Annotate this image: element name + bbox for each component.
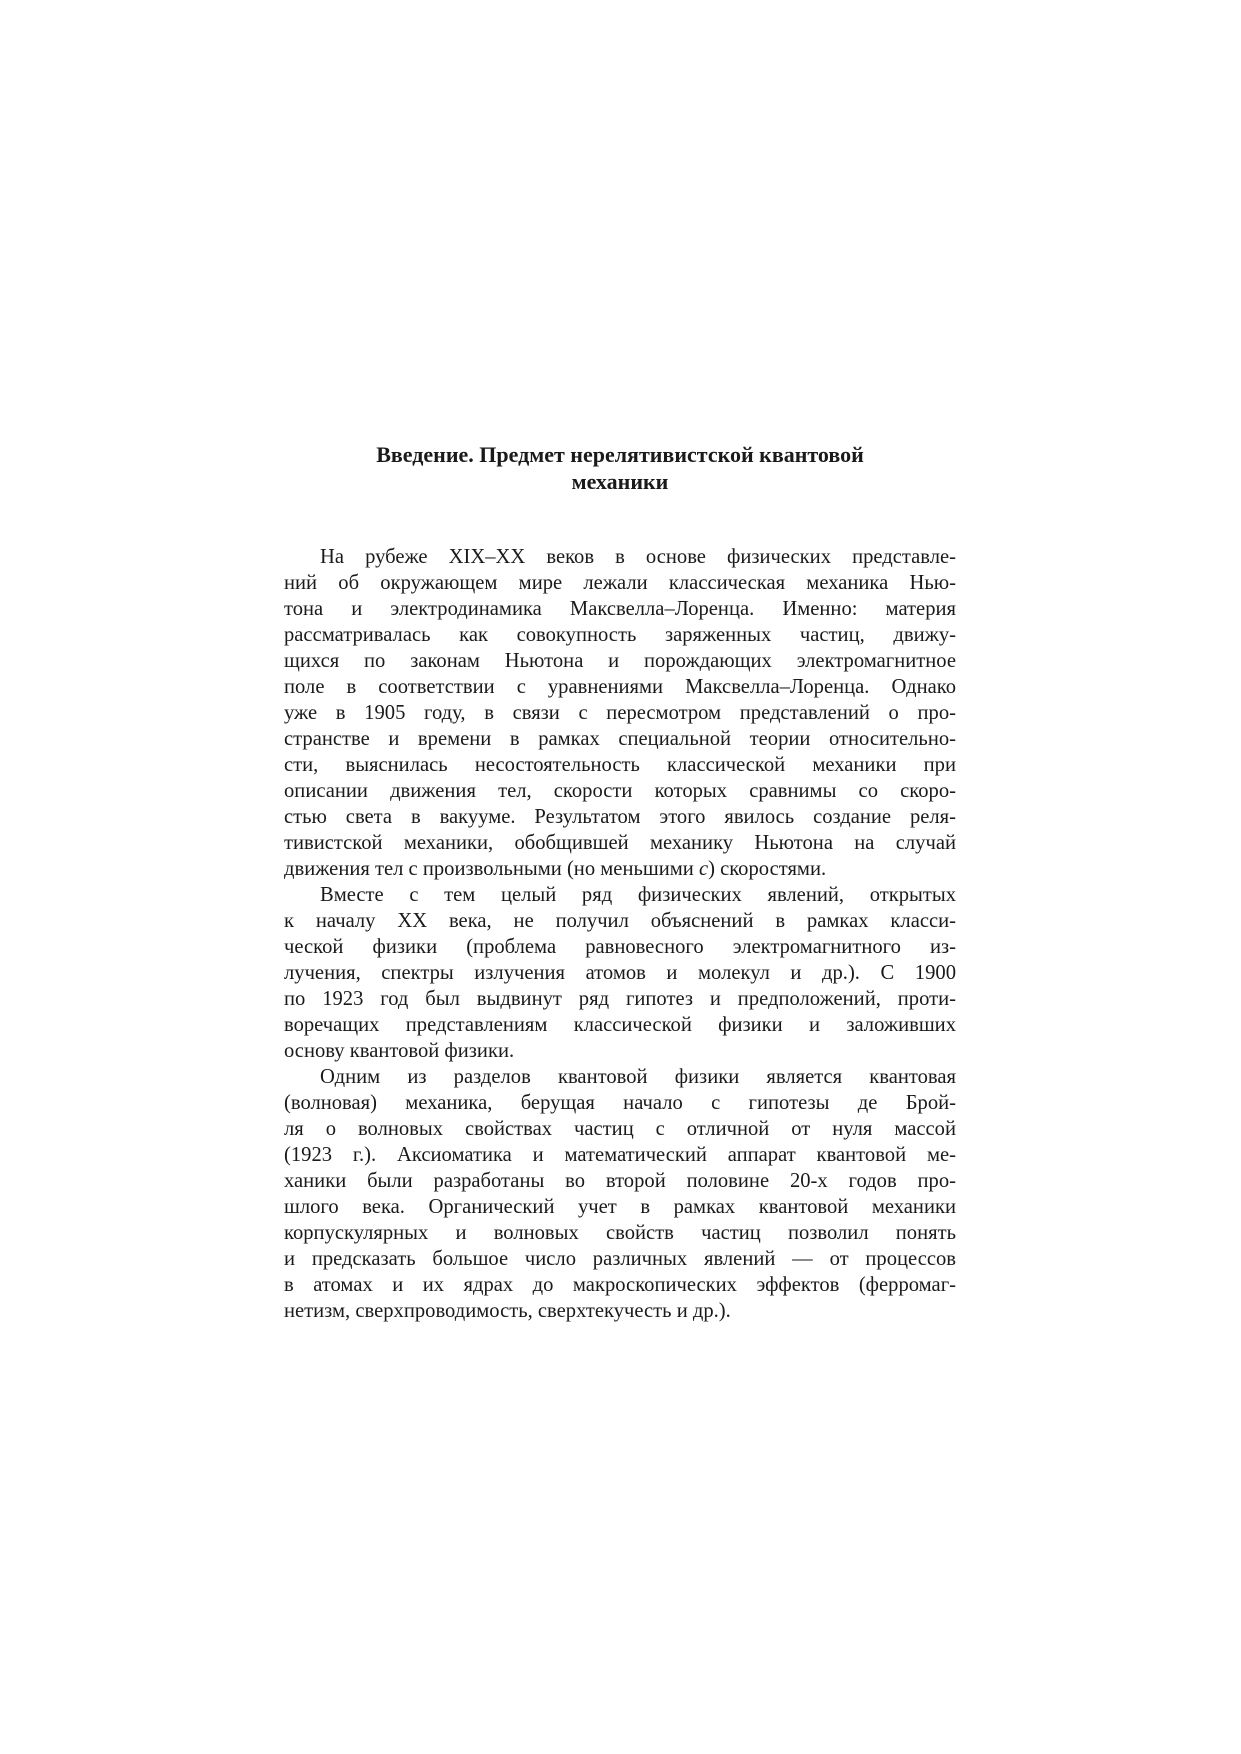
text-line: воречащих представлениям классической физики и заложивших	[284, 1014, 956, 1036]
text-line: стью света в вакууме. Результатом этого явилось создание реля-	[284, 806, 956, 828]
text-line: ческой физики (проблема равновесного электромагнитного из-	[284, 936, 956, 958]
text-line: к началу XX века, не получил объяснений в рамках класси-	[284, 910, 956, 932]
text-line: Одним из разделов квантовой физики является квантовая	[320, 1066, 956, 1088]
text-line	[284, 856, 956, 882]
text-line: ханики были разработаны во второй половине 20-х годов про-	[284, 1170, 956, 1192]
text-line: корпускулярных и волновых свойств частиц позволил понять	[284, 1222, 956, 1244]
text-line: уже в 1905 году, в связи с пересмотром представлений о про-	[284, 702, 956, 724]
page-title	[284, 441, 956, 495]
text-line: ний об окружающем мире лежали классическая механика Нью-	[284, 572, 956, 594]
text-line: шлого века. Органический учет в рамках квантовой механики	[284, 1196, 956, 1218]
paragraph-3	[284, 1064, 956, 1324]
text-line: На рубеже XIX–XX веков в основе физических представле-	[320, 546, 956, 568]
title-line-2: механики	[571, 469, 669, 494]
text-line: и предсказать большое число различных явлений — от процессов	[284, 1248, 956, 1270]
text-line: лучения, спектры излучения атомов и молекул и др.). С 1900	[284, 962, 956, 984]
text-line: (1923 г.). Аксиоматика и математический аппарат квантовой ме-	[284, 1144, 956, 1166]
text-line: сти, выяснилась несостоятельность классической механики при	[284, 754, 956, 776]
text-line: нетизм, сверхпроводимость, сверхтекучесть и др.).	[284, 1300, 731, 1322]
text-line: по 1923 год был выдвинут ряд гипотез и предположений, проти-	[284, 988, 956, 1010]
text-line: поле в соответствии с уравнениями Максвелла–Лоренца. Однако	[284, 676, 956, 698]
text-line: в атомах и их ядрах до макроскопических эффектов (ферромаг-	[284, 1274, 956, 1296]
text-line: щихся по законам Ньютона и порождающих электромагнитное	[284, 650, 956, 672]
text-line: тивистской механики, обобщившей механику Ньютона на случай	[284, 832, 956, 854]
text-line: (волновая) механика, берущая начало с гипотезы де Брой-	[284, 1092, 956, 1114]
text-line: тона и электродинамика Максвелла–Лоренца. Именно: материя	[284, 598, 956, 620]
text-line: странстве и времени в рамках специальной теории относительно-	[284, 728, 956, 750]
body-text	[284, 544, 956, 1324]
paragraph-1	[284, 544, 956, 882]
text-fragment: движения тел с произвольными (но меньшими	[284, 858, 699, 880]
text-line: ля о волновых свойствах частиц с отличной от нуля массой	[284, 1118, 956, 1140]
text-line: рассматривалась как совокупность заряженных частиц, движу-	[284, 624, 956, 646]
text-fragment: ) скоростями.	[708, 858, 827, 880]
text-line: Вместе с тем целый ряд физических явлений, открытых	[320, 884, 956, 906]
text-line: основу квантовой физики.	[284, 1040, 515, 1062]
title-line-1: Введение. Предмет нерелятивистской квантовой	[376, 442, 864, 467]
paragraph-2	[284, 882, 956, 1064]
text-line: описании движения тел, скорости которых сравнимы со скоро-	[284, 780, 956, 802]
speed-of-light-symbol: c	[698, 858, 709, 880]
